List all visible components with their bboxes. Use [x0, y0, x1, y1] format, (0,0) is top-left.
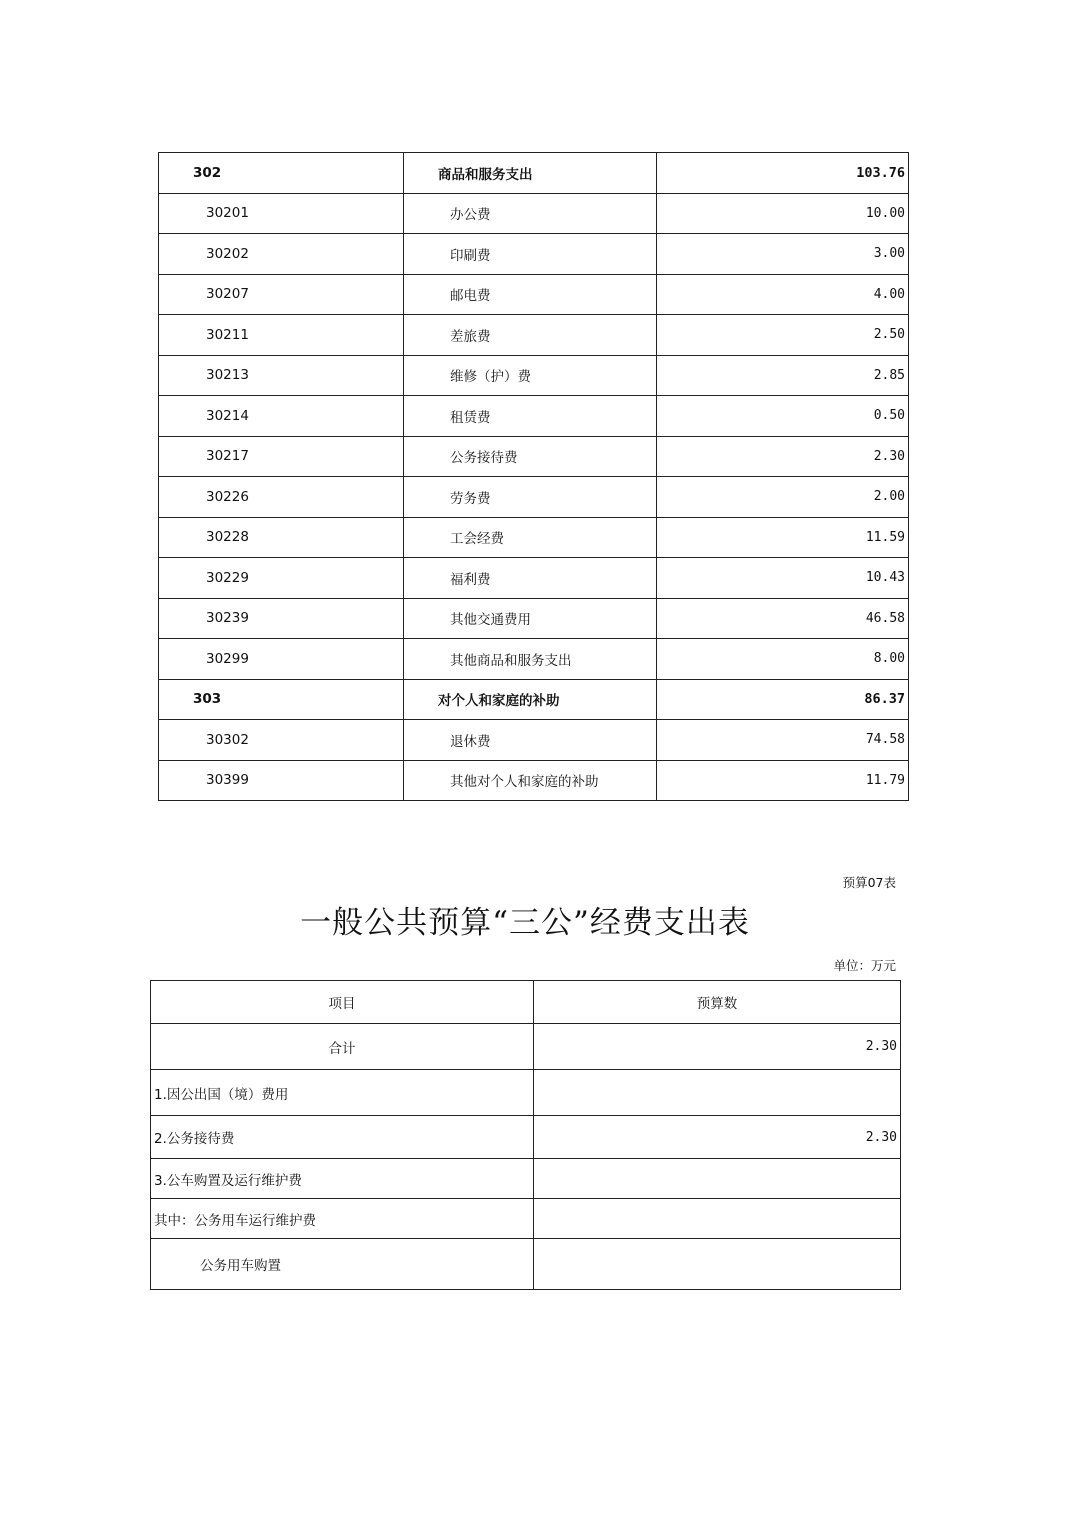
row-label: 其中：公务用车运行维护费	[151, 1199, 534, 1239]
table-row	[159, 193, 909, 234]
amount: 11.59	[657, 517, 909, 558]
table-number: 预算07表	[842, 875, 896, 890]
economic-code: 30229	[159, 558, 404, 599]
amount: 46.58	[657, 598, 909, 639]
item-name: 印刷费	[404, 234, 657, 275]
economic-code: 30399	[159, 760, 404, 801]
item-name: 其他交通费用	[404, 598, 657, 639]
economic-code: 302	[159, 153, 404, 194]
three-public-expenses-table	[150, 980, 901, 1290]
item-name: 劳务费	[404, 477, 657, 518]
table-row	[151, 1159, 901, 1199]
economic-code: 30214	[159, 396, 404, 437]
table-row	[151, 1239, 901, 1290]
economic-code: 30217	[159, 436, 404, 477]
row-label: 合计	[151, 1024, 534, 1070]
amount: 86.37	[657, 679, 909, 720]
table-row	[159, 153, 909, 194]
amount: 2.85	[657, 355, 909, 396]
item-name: 邮电费	[404, 274, 657, 315]
item-name: 工会经费	[404, 517, 657, 558]
item-name: 其他对个人和家庭的补助	[404, 760, 657, 801]
economic-code: 30201	[159, 193, 404, 234]
table-row	[159, 396, 909, 437]
amount: 103.76	[657, 153, 909, 194]
item-name: 商品和服务支出	[404, 153, 657, 194]
economic-code: 30226	[159, 477, 404, 518]
economic-code: 30207	[159, 274, 404, 315]
table-row	[159, 679, 909, 720]
item-name: 对个人和家庭的补助	[404, 679, 657, 720]
amount: 8.00	[657, 639, 909, 680]
item-name: 福利费	[404, 558, 657, 599]
amount: 11.79	[657, 760, 909, 801]
row-label: 3.公车购置及运行维护费	[151, 1159, 534, 1199]
table-row	[159, 639, 909, 680]
economic-code: 30213	[159, 355, 404, 396]
row-label: 1.因公出国（境）费用	[151, 1070, 534, 1116]
table-row	[159, 720, 909, 761]
amount: 2.50	[657, 315, 909, 356]
row-value	[534, 1199, 901, 1239]
item-name: 差旅费	[404, 315, 657, 356]
amount: 0.50	[657, 396, 909, 437]
item-name: 公务接待费	[404, 436, 657, 477]
amount: 4.00	[657, 274, 909, 315]
table-row	[159, 234, 909, 275]
row-value	[534, 1159, 901, 1199]
row-value	[534, 1070, 901, 1116]
table-row	[159, 315, 909, 356]
item-name: 其他商品和服务支出	[404, 639, 657, 680]
row-value: 2.30	[534, 1116, 901, 1159]
table-row	[159, 477, 909, 518]
item-name: 退休费	[404, 720, 657, 761]
column-header-item: 项目	[151, 981, 534, 1024]
table-row	[159, 436, 909, 477]
economic-code: 30228	[159, 517, 404, 558]
table-row	[159, 517, 909, 558]
table-row	[159, 598, 909, 639]
header-row	[151, 981, 901, 1024]
table-row	[151, 1070, 901, 1116]
amount: 2.30	[657, 436, 909, 477]
amount: 10.43	[657, 558, 909, 599]
amount: 74.58	[657, 720, 909, 761]
economic-code: 30302	[159, 720, 404, 761]
table-row	[151, 1116, 901, 1159]
economic-code: 30211	[159, 315, 404, 356]
table-row	[151, 1024, 901, 1070]
table-row	[159, 558, 909, 599]
table-row	[151, 1199, 901, 1239]
unit-label: 单位：万元	[833, 958, 896, 973]
row-value: 2.30	[534, 1024, 901, 1070]
item-name: 办公费	[404, 193, 657, 234]
amount: 10.00	[657, 193, 909, 234]
column-header-budget: 预算数	[534, 981, 901, 1024]
expenditure-detail-table	[158, 152, 909, 801]
table-row	[159, 274, 909, 315]
economic-code: 303	[159, 679, 404, 720]
row-label: 公务用车购置	[151, 1239, 534, 1290]
economic-code: 30239	[159, 598, 404, 639]
page-title: 一般公共预算“三公”经费支出表	[300, 905, 750, 941]
item-name: 租赁费	[404, 396, 657, 437]
economic-code: 30202	[159, 234, 404, 275]
item-name: 维修（护）费	[404, 355, 657, 396]
row-label: 2.公务接待费	[151, 1116, 534, 1159]
amount: 3.00	[657, 234, 909, 275]
table-row	[159, 760, 909, 801]
amount: 2.00	[657, 477, 909, 518]
row-value	[534, 1239, 901, 1290]
table-row	[159, 355, 909, 396]
economic-code: 30299	[159, 639, 404, 680]
